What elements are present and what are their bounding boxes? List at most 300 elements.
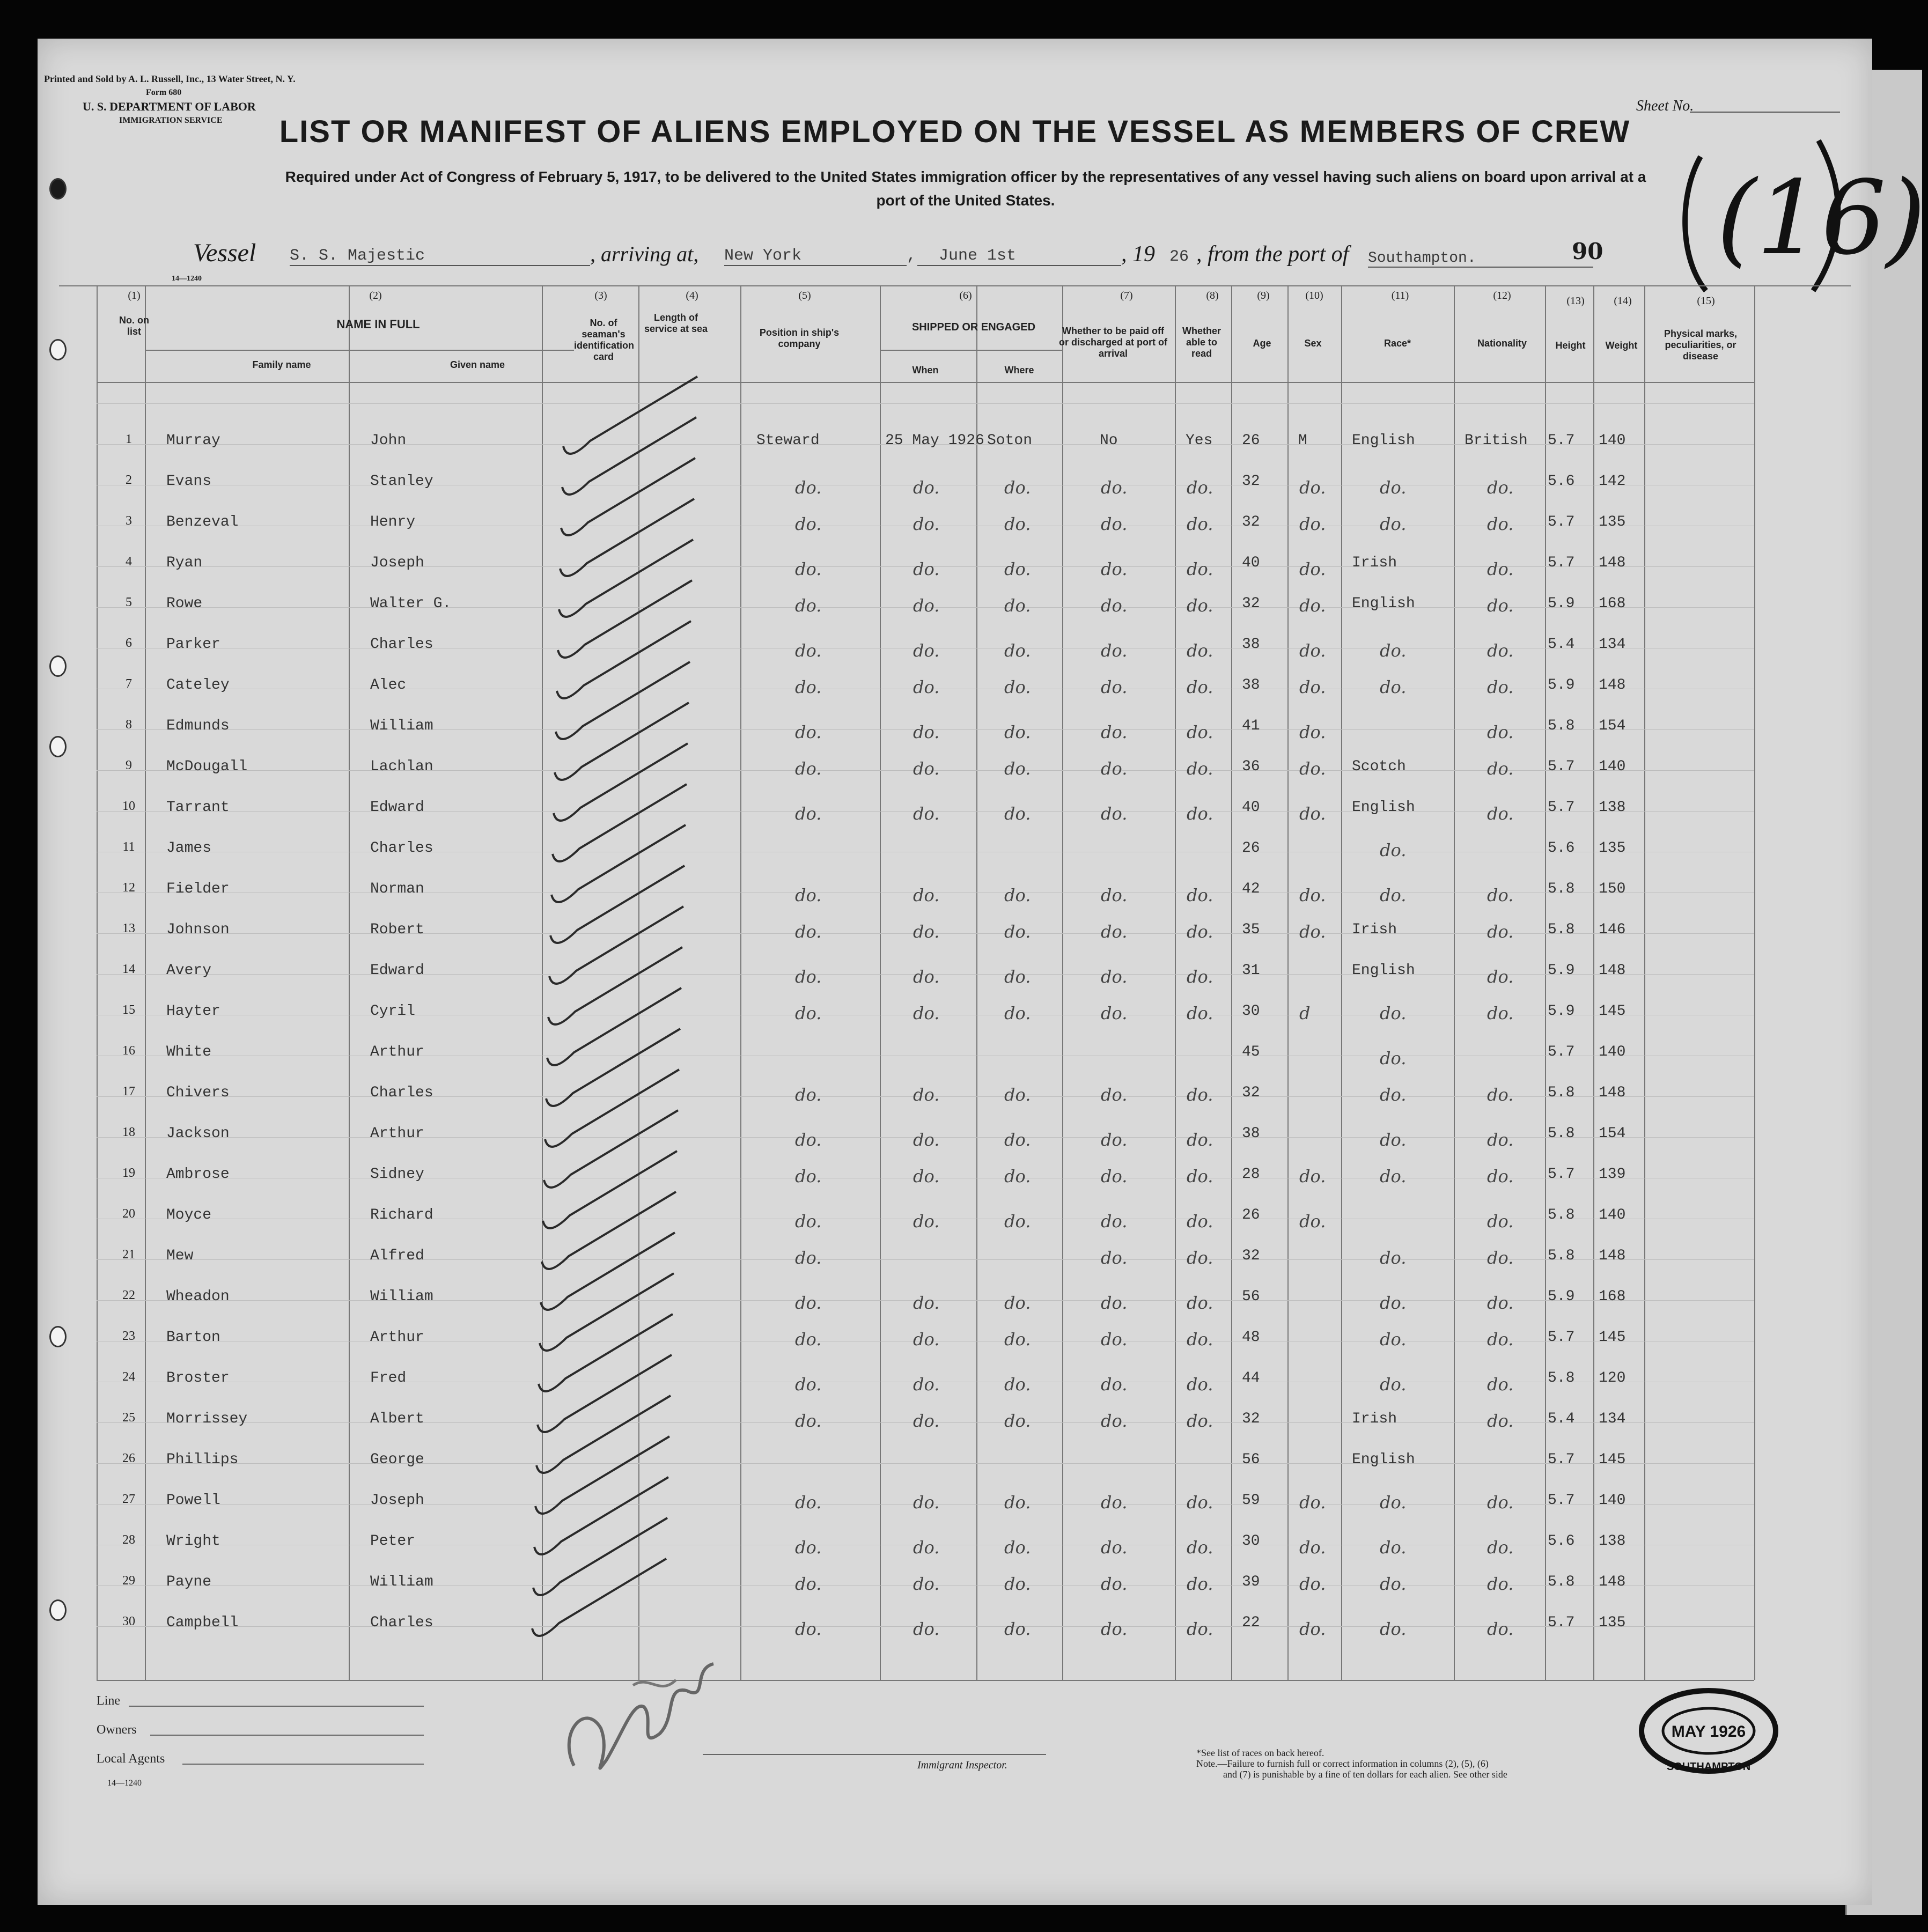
nationality: do. [1487, 1003, 1514, 1023]
given-name: Stanley [370, 473, 433, 490]
race: Irish [1352, 555, 1397, 571]
able-to-read: do. [1187, 1619, 1213, 1639]
form-code-top: 14—1240 [172, 275, 202, 283]
col-weight: Weight [1605, 340, 1638, 351]
paid-off: do. [1101, 1166, 1128, 1186]
family-name: Payne [166, 1574, 212, 1590]
col-no-on-list: No. on list [119, 315, 149, 337]
age: 35 [1242, 921, 1260, 938]
age: 39 [1242, 1574, 1260, 1590]
family-name: Moyce [166, 1207, 212, 1223]
weight: 142 [1599, 473, 1626, 490]
col-num-8: (8) [1206, 290, 1219, 301]
age: 48 [1242, 1329, 1260, 1346]
shipped-when: do. [913, 967, 940, 987]
position: do. [795, 1085, 822, 1105]
weight: 134 [1599, 1411, 1626, 1427]
shipped-where: Soton [987, 432, 1033, 449]
binding-hole [49, 736, 67, 757]
given-name: Walter G. [370, 595, 452, 612]
shipped-where: do. [1004, 921, 1031, 942]
shipped-where: do. [1004, 803, 1031, 824]
shipped-where: do. [1004, 885, 1031, 905]
race: do. [1380, 1130, 1407, 1150]
col-able-read: Whether able to read [1182, 326, 1221, 359]
weight: 139 [1599, 1166, 1626, 1183]
col-num-1: (1) [128, 290, 141, 301]
paid-off: do. [1101, 1085, 1128, 1105]
nationality: do. [1487, 803, 1514, 824]
shipped-where: do. [1004, 1411, 1031, 1431]
sex: do. [1299, 640, 1326, 661]
able-to-read: do. [1187, 885, 1213, 905]
able-to-read: do. [1187, 1492, 1213, 1513]
check-mark [548, 947, 682, 1024]
weight: 140 [1599, 1492, 1626, 1509]
given-name: Albert [370, 1411, 424, 1427]
shipped-where: do. [1004, 1374, 1031, 1395]
shipped-where: do. [1004, 677, 1031, 697]
given-name: Arthur [370, 1125, 424, 1142]
crew-count: 90 [1572, 238, 1603, 264]
nationality: do. [1487, 1374, 1514, 1395]
position: do. [795, 1329, 822, 1350]
able-to-read: do. [1187, 1293, 1213, 1313]
paid-off: do. [1101, 1411, 1128, 1431]
grid-vertical-line [1644, 285, 1645, 1680]
row-number: 5 [126, 595, 132, 609]
age: 30 [1242, 1533, 1260, 1550]
paid-off: do. [1101, 1130, 1128, 1150]
able-to-read: do. [1187, 677, 1213, 697]
race: English [1352, 595, 1415, 612]
family-name: Barton [166, 1329, 220, 1346]
age: 26 [1242, 1207, 1260, 1223]
shipped-when: do. [913, 1619, 940, 1639]
paid-off: do. [1101, 803, 1128, 824]
given-name: Peter [370, 1533, 416, 1550]
given-name: Lachlan [370, 758, 433, 775]
height: 5.8 [1548, 881, 1575, 897]
race: English [1352, 1451, 1415, 1468]
height: 5.9 [1548, 595, 1575, 612]
line-label: Line [97, 1694, 120, 1708]
check-mark [544, 1110, 678, 1188]
local-agents-field [182, 1764, 424, 1765]
family-name: Mew [166, 1248, 194, 1264]
row-number: 25 [122, 1411, 135, 1425]
given-name: Alfred [370, 1248, 424, 1264]
height: 5.6 [1548, 473, 1575, 490]
nationality: do. [1487, 1537, 1514, 1558]
southampton-date-stamp [1636, 1685, 1781, 1776]
year-value: 26 [1169, 248, 1189, 266]
race: do. [1380, 1048, 1407, 1068]
col-num-2: (2) [369, 290, 382, 301]
line-field [129, 1706, 424, 1707]
given-name: Charles [370, 840, 433, 857]
height: 5.7 [1548, 1492, 1575, 1509]
weight: 140 [1599, 758, 1626, 775]
age: 40 [1242, 555, 1260, 571]
height: 5.8 [1548, 921, 1575, 938]
check-mark [561, 458, 695, 535]
shipped-where: do. [1004, 595, 1031, 616]
able-to-read: do. [1187, 758, 1213, 779]
age: 26 [1242, 432, 1260, 449]
age: 30 [1242, 1003, 1260, 1020]
checkmark-strokes [520, 409, 746, 1696]
able-to-read: Yes [1186, 432, 1213, 449]
grid-horizontal-line [97, 382, 1754, 383]
row-number: 15 [122, 1003, 135, 1017]
age: 31 [1242, 962, 1260, 979]
row-number: 3 [126, 514, 132, 528]
grid-vertical-line [97, 285, 98, 1680]
age: 41 [1242, 718, 1260, 734]
given-name: William [370, 718, 433, 734]
given-name: Sidney [370, 1166, 424, 1183]
owners-label: Owners [97, 1723, 137, 1737]
col-num-7: (7) [1120, 290, 1133, 301]
check-mark [558, 580, 692, 658]
binding-hole [49, 339, 67, 360]
check-mark [559, 540, 693, 617]
race: do. [1380, 840, 1407, 860]
age: 32 [1242, 514, 1260, 530]
weight: 135 [1599, 514, 1626, 530]
col-family-name: Family name [252, 359, 311, 370]
nationality: do. [1487, 1411, 1514, 1431]
arriving-label: , arriving at, [590, 242, 699, 266]
able-to-read: do. [1187, 1248, 1213, 1268]
nationality: British [1465, 432, 1528, 449]
position: do. [795, 477, 822, 498]
family-name: White [166, 1044, 212, 1060]
shipped-when: do. [913, 1411, 940, 1431]
col-num-11: (11) [1391, 290, 1409, 301]
shipped-where: do. [1004, 514, 1031, 534]
age: 36 [1242, 758, 1260, 775]
shipped-when: do. [913, 677, 940, 697]
given-name: Charles [370, 636, 433, 653]
paid-off: do. [1101, 514, 1128, 534]
shipped-when: do. [913, 1293, 940, 1313]
able-to-read: do. [1187, 1166, 1213, 1186]
row-number: 19 [122, 1166, 135, 1180]
able-to-read: do. [1187, 1003, 1213, 1023]
given-name: William [370, 1574, 433, 1590]
shipped-where: do. [1004, 640, 1031, 661]
race: do. [1380, 1537, 1407, 1558]
able-to-read: do. [1187, 921, 1213, 942]
row-number: 30 [122, 1614, 135, 1628]
row-number: 8 [126, 718, 132, 732]
col-num-4: (4) [686, 290, 698, 301]
col-height: Height [1555, 340, 1586, 351]
paid-off: do. [1101, 1003, 1128, 1023]
stamp-date: MAY 1926 [1671, 1723, 1746, 1741]
row-ruling [97, 403, 1754, 404]
shipped-where: do. [1004, 1492, 1031, 1513]
height: 5.9 [1548, 1288, 1575, 1305]
height: 5.9 [1548, 677, 1575, 694]
row-number: 27 [122, 1492, 135, 1506]
family-name: Wheadon [166, 1288, 230, 1305]
family-name: McDougall [166, 758, 248, 775]
family-name: Campbell [166, 1614, 239, 1631]
check-mark [560, 499, 694, 576]
nationality: do. [1487, 1492, 1514, 1513]
col-num-13: (13) [1566, 295, 1585, 307]
race: do. [1380, 1619, 1407, 1639]
grid-horizontal-line [880, 350, 1062, 351]
family-name: Johnson [166, 921, 230, 938]
shipped-when: 25 May 1926 [885, 432, 984, 449]
paid-off: do. [1101, 1248, 1128, 1268]
grid-horizontal-line [97, 1680, 1754, 1681]
weight: 120 [1599, 1370, 1626, 1387]
shipped-where: do. [1004, 477, 1031, 498]
position: Steward [756, 432, 820, 449]
position: do. [795, 1537, 822, 1558]
nationality: do. [1487, 1130, 1514, 1150]
row-number: 2 [126, 473, 132, 487]
check-mark [563, 377, 697, 454]
grid-vertical-line [1593, 285, 1594, 1680]
weight: 148 [1599, 677, 1626, 694]
height: 5.7 [1548, 555, 1575, 571]
col-num-5: (5) [798, 290, 811, 301]
given-name: Alec [370, 677, 407, 694]
height: 5.6 [1548, 1533, 1575, 1550]
height: 5.9 [1548, 962, 1575, 979]
nationality: do. [1487, 1085, 1514, 1105]
height: 5.7 [1548, 1614, 1575, 1631]
check-mark [562, 417, 696, 495]
age: 45 [1242, 1044, 1260, 1060]
paid-off: do. [1101, 967, 1128, 987]
sex: do. [1299, 1619, 1326, 1639]
race: do. [1380, 514, 1407, 534]
paid-off: do. [1101, 1211, 1128, 1232]
weight: 138 [1599, 1533, 1626, 1550]
age: 32 [1242, 1085, 1260, 1101]
race: English [1352, 962, 1415, 979]
race: do. [1380, 1492, 1407, 1513]
weight: 168 [1599, 595, 1626, 612]
sex: do. [1299, 677, 1326, 697]
arrival-date: June 1st [917, 247, 1121, 266]
weight: 148 [1599, 555, 1626, 571]
height: 5.8 [1548, 1574, 1575, 1590]
grid-vertical-line [1062, 285, 1063, 1680]
row-number: 6 [126, 636, 132, 650]
col-num-15: (15) [1697, 295, 1715, 307]
sex: do. [1299, 514, 1326, 534]
row-number: 9 [126, 758, 132, 772]
grid-vertical-line [880, 285, 881, 1680]
sex: do. [1299, 921, 1326, 942]
age: 38 [1242, 677, 1260, 694]
comma: , [907, 247, 917, 265]
col-age: Age [1253, 338, 1271, 349]
paid-off: do. [1101, 1374, 1128, 1395]
row-number: 20 [122, 1207, 135, 1221]
given-name: George [370, 1451, 424, 1468]
family-name: Benzeval [166, 514, 239, 530]
able-to-read: do. [1187, 477, 1213, 498]
height: 5.6 [1548, 840, 1575, 857]
check-mark [543, 1151, 677, 1228]
check-mark [553, 784, 687, 861]
family-name: Parker [166, 636, 220, 653]
race: do. [1380, 1003, 1407, 1023]
shipped-when: do. [913, 921, 940, 942]
paid-off: do. [1101, 921, 1128, 942]
shipped-where: do. [1004, 967, 1031, 987]
race: Irish [1352, 921, 1397, 938]
nationality: do. [1487, 758, 1514, 779]
given-name: Norman [370, 881, 424, 897]
position: do. [795, 1574, 822, 1594]
given-name: Joseph [370, 1492, 424, 1509]
grid-vertical-line [1175, 285, 1176, 1680]
able-to-read: do. [1187, 967, 1213, 987]
race: do. [1380, 1329, 1407, 1350]
nationality: do. [1487, 1619, 1514, 1639]
paid-off: do. [1101, 722, 1128, 742]
row-number: 18 [122, 1125, 135, 1139]
height: 5.8 [1548, 1085, 1575, 1101]
weight: 145 [1599, 1003, 1626, 1020]
able-to-read: do. [1187, 1085, 1213, 1105]
position: do. [795, 722, 822, 742]
col-name-in-full: NAME IN FULL [336, 318, 420, 331]
note-penalty: Note.—Failure to furnish full or correct information in columns (2), (5), (6) [1196, 1758, 1489, 1769]
vessel-name: S. S. Majestic [290, 247, 590, 266]
paid-off: do. [1101, 1574, 1128, 1594]
row-number: 17 [122, 1085, 135, 1098]
check-mark [539, 1314, 673, 1391]
paid-off: do. [1101, 559, 1128, 579]
manifest-sheet [38, 39, 1926, 1905]
col-num-9: (9) [1257, 290, 1270, 301]
col-when: When [912, 365, 939, 375]
col-num-10: (10) [1305, 290, 1323, 301]
row-number: 24 [122, 1370, 135, 1384]
race: do. [1380, 1166, 1407, 1186]
shipped-where: do. [1004, 559, 1031, 579]
given-name: Edward [370, 962, 424, 979]
col-num-14: (14) [1614, 295, 1632, 307]
position: do. [795, 1411, 822, 1431]
shipped-when: do. [913, 1085, 940, 1105]
family-name: Avery [166, 962, 212, 979]
family-name: Rowe [166, 595, 203, 612]
race: do. [1380, 640, 1407, 661]
col-paid-off: Whether to be paid off or discharged at port of arrival [1058, 326, 1168, 359]
given-name: Fred [370, 1370, 407, 1387]
race: do. [1380, 1085, 1407, 1105]
family-name: Tarrant [166, 799, 230, 816]
age: 56 [1242, 1288, 1260, 1305]
able-to-read: do. [1187, 559, 1213, 579]
grid-vertical-line [349, 285, 350, 1680]
race: do. [1380, 1248, 1407, 1268]
given-name: Edward [370, 799, 424, 816]
binding-hole [49, 655, 67, 677]
paid-off: do. [1101, 640, 1128, 661]
able-to-read: do. [1187, 640, 1213, 661]
race: Scotch [1352, 758, 1406, 775]
col-length-service: Length of service at sea [644, 312, 708, 334]
paid-off: do. [1101, 477, 1128, 498]
weight: 148 [1599, 1248, 1626, 1264]
position: do. [795, 1211, 822, 1232]
height: 5.8 [1548, 1248, 1575, 1264]
check-mark [549, 906, 683, 984]
weight: 135 [1599, 1614, 1626, 1631]
check-mark [545, 1070, 679, 1147]
row-number: 11 [122, 840, 135, 854]
height: 5.4 [1548, 1411, 1575, 1427]
sheet-no-label: Sheet No. [1636, 98, 1694, 114]
family-name: Chivers [166, 1085, 230, 1101]
position: do. [795, 885, 822, 905]
able-to-read: do. [1187, 1130, 1213, 1150]
family-name: Fielder [166, 881, 230, 897]
family-name: Jackson [166, 1125, 230, 1142]
grid-vertical-line [1545, 285, 1546, 1680]
nationality: do. [1487, 477, 1514, 498]
able-to-read: do. [1187, 1211, 1213, 1232]
weight: 154 [1599, 718, 1626, 734]
form-number: Form 680 [146, 88, 182, 97]
row-number: 21 [122, 1248, 135, 1262]
family-name: Edmunds [166, 718, 230, 734]
check-mark [542, 1192, 676, 1269]
nationality: do. [1487, 921, 1514, 942]
row-number: 13 [122, 921, 135, 935]
weight: 140 [1599, 1044, 1626, 1060]
position: do. [795, 803, 822, 824]
race: English [1352, 799, 1415, 816]
paid-off: No [1100, 432, 1118, 449]
shipped-where: do. [1004, 1130, 1031, 1150]
weight: 148 [1599, 1085, 1626, 1101]
shipped-when: do. [913, 595, 940, 616]
given-name: John [370, 432, 407, 449]
subtitle-line: Required under Act of Congress of February 5, 1917, to be delivered to the United States immigration officer by the representatives of any vessel having such aliens on board upon arrival at a [285, 168, 1646, 185]
shipped-when: do. [913, 1211, 940, 1232]
check-mark [555, 703, 689, 780]
nationality: do. [1487, 1248, 1514, 1268]
position: do. [795, 921, 822, 942]
service: IMMIGRATION SERVICE [119, 116, 223, 125]
row-number: 10 [122, 799, 135, 813]
position: do. [795, 1619, 822, 1639]
sex: do. [1299, 595, 1326, 616]
row-number: 4 [126, 555, 132, 569]
nationality: do. [1487, 640, 1514, 661]
from-label: , from the port of [1196, 242, 1349, 267]
grid-vertical-line [145, 285, 146, 1680]
nationality: do. [1487, 677, 1514, 697]
check-mark [540, 1273, 674, 1351]
able-to-read: do. [1187, 1537, 1213, 1558]
age: 32 [1242, 595, 1260, 612]
